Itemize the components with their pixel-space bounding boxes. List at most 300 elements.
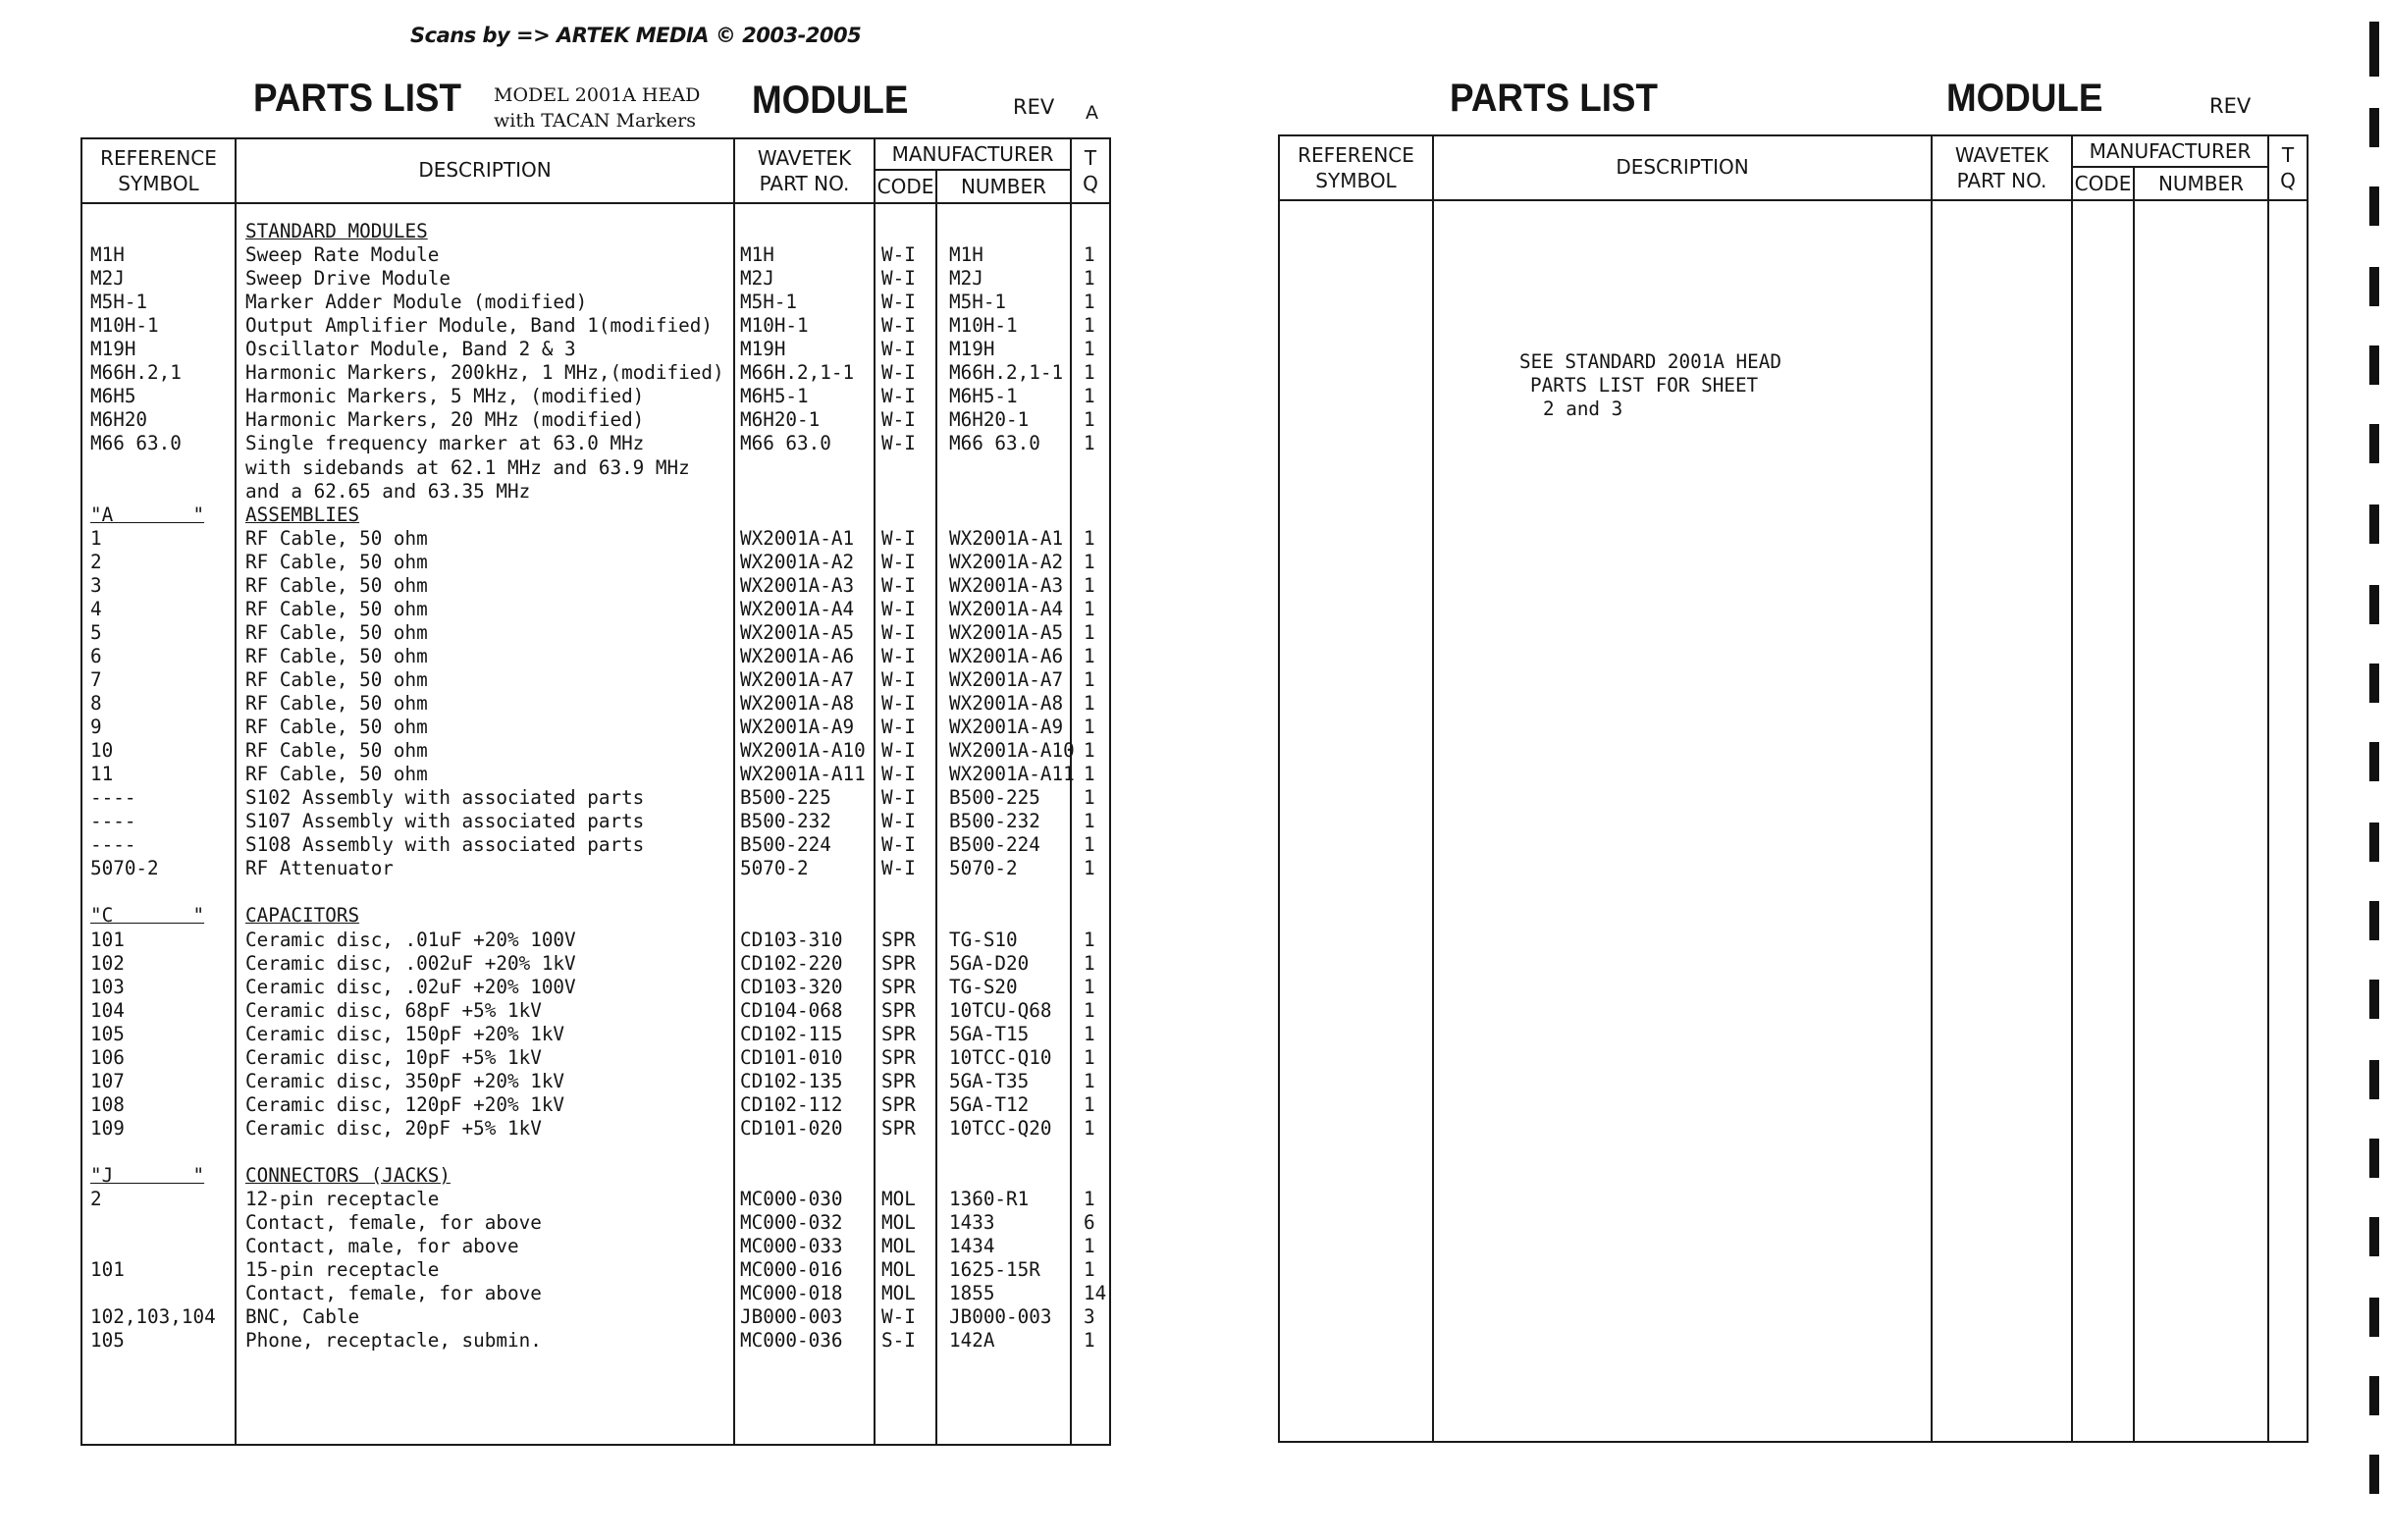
table-row	[82, 243, 1109, 267]
quantity-cell: 1	[1084, 857, 1095, 880]
ref-symbol-cell: 105	[90, 1022, 125, 1045]
ref-symbol-cell: M1H	[90, 243, 125, 267]
right-col-divider-4	[2133, 166, 2135, 1441]
description-cell: Ceramic disc, .01uF +20% 100V	[245, 928, 576, 951]
part-number-cell: M19H	[740, 338, 786, 361]
description-cell: Ceramic disc, 150pF +20% 1kV	[245, 1022, 565, 1045]
mfr-number-cell: WX2001A-A8	[949, 692, 1064, 715]
part-number-cell: CD102-112	[740, 1092, 843, 1116]
mfr-code-cell: W-I	[881, 314, 916, 338]
mfr-code-cell: SPR	[881, 998, 916, 1022]
description-cell: ASSEMBLIES	[245, 503, 360, 526]
ref-symbol-cell: 10	[90, 739, 114, 763]
table-row	[82, 1141, 1109, 1164]
right-rev-label: REV	[2209, 94, 2252, 118]
right-header-number: NUMBER	[2157, 172, 2245, 195]
description-cell: Single frequency marker at 63.0 MHz	[245, 432, 645, 455]
ref-symbol-cell: 4	[90, 597, 102, 620]
part-number-cell: WX2001A-A9	[740, 716, 855, 739]
ref-symbol-cell: M10H-1	[90, 314, 159, 338]
table-row	[82, 692, 1109, 716]
description-cell: Harmonic Markers, 5 MHz, (modified)	[245, 385, 645, 408]
description-cell: Phone, receptacle, submin.	[245, 1329, 542, 1353]
part-number-cell: M6H5-1	[740, 385, 809, 408]
description-cell: Sweep Drive Module	[245, 267, 451, 291]
quantity-cell: 1	[1084, 644, 1095, 667]
right-header-description: DESCRIPTION	[1616, 155, 1749, 179]
part-number-cell: CD102-220	[740, 951, 843, 975]
table-row	[82, 408, 1109, 432]
binder-mark	[2369, 108, 2379, 147]
table-row	[82, 574, 1109, 598]
mfr-number-cell: WX2001A-A10	[949, 739, 1075, 763]
mfr-code-cell: SPR	[881, 1022, 916, 1045]
table-row	[82, 456, 1109, 480]
ref-symbol-cell: 8	[90, 692, 102, 715]
mfr-code-cell: MOL	[881, 1211, 916, 1235]
description-cell: RF Cable, 50 ohm	[245, 763, 428, 786]
part-number-cell: M6H20-1	[740, 408, 821, 432]
table-row	[82, 763, 1109, 786]
right-note-line-3: 2 and 3	[1543, 398, 1623, 420]
part-number-cell: WX2001A-A2	[740, 550, 855, 573]
description-cell: Sweep Rate Module	[245, 243, 440, 267]
mfr-number-cell: 10TCC-Q10	[949, 1045, 1052, 1069]
mfr-code-cell: W-I	[881, 597, 916, 620]
description-cell: Ceramic disc, 120pF +20% 1kV	[245, 1092, 565, 1116]
description-cell: RF Cable, 50 ohm	[245, 644, 428, 667]
mfr-code-cell: MOL	[881, 1258, 916, 1282]
quantity-cell: 1	[1084, 243, 1095, 267]
table-row	[82, 668, 1109, 692]
ref-symbol-cell: "C "	[90, 904, 205, 928]
part-number-cell: CD101-010	[740, 1045, 843, 1069]
table-row	[82, 1258, 1109, 1282]
right-header-wavetek: WAVETEK PART NO.	[1954, 143, 2049, 192]
description-cell: STANDARD MODULES	[245, 220, 428, 242]
mfr-code-cell: W-I	[881, 692, 916, 715]
left-module-label: MODULE	[752, 79, 909, 122]
quantity-cell: 1	[1084, 1045, 1095, 1069]
mfr-number-cell: 5GA-D20	[949, 951, 1030, 975]
left-rev-label: REV	[1013, 95, 1055, 119]
ref-symbol-cell: ----	[90, 833, 136, 857]
quantity-cell: 1	[1084, 338, 1095, 361]
ref-symbol-cell: M5H-1	[90, 291, 148, 314]
quantity-cell: 1	[1084, 1258, 1095, 1282]
table-row	[82, 929, 1109, 952]
mfr-code-cell: W-I	[881, 338, 916, 361]
description-cell: Harmonic Markers, 20 MHz (modified)	[245, 408, 645, 432]
part-number-cell: B500-225	[740, 786, 831, 810]
section-header-row	[82, 504, 1109, 527]
part-number-cell: MC000-033	[740, 1235, 843, 1258]
mfr-number-cell: WX2001A-A7	[949, 667, 1064, 691]
binder-mark	[2369, 424, 2379, 463]
part-number-cell: 5070-2	[740, 857, 809, 880]
ref-symbol-cell: 2	[90, 550, 102, 573]
part-number-cell: WX2001A-A4	[740, 597, 855, 620]
table-row	[82, 880, 1109, 904]
mfr-number-cell: WX2001A-A5	[949, 620, 1064, 644]
right-header-manufacturer: MANUFACTURER	[2089, 139, 2252, 163]
quantity-cell: 1	[1084, 1188, 1095, 1211]
part-number-cell: CD102-135	[740, 1069, 843, 1092]
mfr-code-cell: W-I	[881, 833, 916, 857]
ref-symbol-cell: 2	[90, 1188, 102, 1211]
binder-mark	[2369, 1298, 2379, 1337]
right-col-divider-2	[1931, 136, 1933, 1441]
mfr-code-cell: W-I	[881, 620, 916, 644]
mfr-number-cell: 1855	[949, 1282, 995, 1305]
quantity-cell: 6	[1084, 1211, 1095, 1235]
section-header-row	[82, 220, 1109, 243]
description-cell: RF Cable, 50 ohm	[245, 739, 428, 763]
description-cell: RF Cable, 50 ohm	[245, 716, 428, 739]
table-row	[82, 976, 1109, 999]
part-number-cell: MC000-018	[740, 1282, 843, 1305]
mfr-code-cell: W-I	[881, 573, 916, 597]
part-number-cell: M66H.2,1-1	[740, 361, 855, 385]
right-col-divider-3	[2071, 136, 2073, 1441]
quantity-cell: 1	[1084, 291, 1095, 314]
mfr-code-cell: W-I	[881, 857, 916, 880]
ref-symbol-cell: 105	[90, 1329, 125, 1353]
right-header-code: CODE	[2074, 172, 2132, 195]
mfr-code-cell: W-I	[881, 786, 916, 810]
mfr-number-cell: JB000-003	[949, 1305, 1052, 1329]
ref-symbol-cell: 1	[90, 526, 102, 550]
description-cell: Contact, female, for above	[245, 1211, 542, 1235]
mfr-number-cell: 5GA-T15	[949, 1022, 1030, 1045]
mfr-number-cell: WX2001A-A9	[949, 716, 1064, 739]
binder-mark	[2369, 823, 2379, 862]
ref-symbol-cell: M19H	[90, 338, 136, 361]
part-number-cell: WX2001A-A8	[740, 692, 855, 715]
right-manufacturer-divider	[2071, 166, 2267, 168]
left-header-tq: T Q	[1083, 146, 1098, 195]
right-parts-table	[1278, 134, 2309, 1443]
quantity-cell: 1	[1084, 786, 1095, 810]
mfr-number-cell: WX2001A-A4	[949, 597, 1064, 620]
mfr-number-cell: WX2001A-A1	[949, 526, 1064, 550]
part-number-cell: WX2001A-A3	[740, 573, 855, 597]
table-row	[82, 267, 1109, 291]
ref-symbol-cell: 103	[90, 975, 125, 998]
part-number-cell: MC000-030	[740, 1188, 843, 1211]
description-cell: Ceramic disc, 20pF +5% 1kV	[245, 1116, 542, 1140]
mfr-number-cell: B500-224	[949, 833, 1040, 857]
quantity-cell: 1	[1084, 526, 1095, 550]
mfr-number-cell: WX2001A-A6	[949, 644, 1064, 667]
mfr-number-cell: 10TCC-Q20	[949, 1116, 1052, 1140]
part-number-cell: WX2001A-A7	[740, 667, 855, 691]
mfr-number-cell: M19H	[949, 338, 995, 361]
mfr-code-cell: W-I	[881, 408, 916, 432]
ref-symbol-cell: 108	[90, 1092, 125, 1116]
table-row	[82, 1282, 1109, 1305]
part-number-cell: WX2001A-A10	[740, 739, 866, 763]
ref-symbol-cell: 5070-2	[90, 857, 159, 880]
description-cell: Marker Adder Module (modified)	[245, 291, 588, 314]
binder-mark	[2369, 1139, 2379, 1178]
description-cell: S107 Assembly with associated parts	[245, 810, 645, 833]
part-number-cell: CD102-115	[740, 1022, 843, 1045]
ref-symbol-cell: 5	[90, 620, 102, 644]
quantity-cell: 1	[1084, 951, 1095, 975]
mfr-number-cell: M1H	[949, 243, 983, 267]
quantity-cell: 1	[1084, 1235, 1095, 1258]
table-row	[82, 480, 1109, 504]
mfr-number-cell: M2J	[949, 267, 983, 291]
table-row	[82, 1211, 1109, 1235]
table-row	[82, 1070, 1109, 1093]
ref-symbol-cell: 109	[90, 1116, 125, 1140]
mfr-number-cell: 5GA-T12	[949, 1092, 1030, 1116]
mfr-code-cell: W-I	[881, 291, 916, 314]
mfr-number-cell: B500-225	[949, 786, 1040, 810]
table-row	[82, 314, 1109, 338]
ref-symbol-cell: 6	[90, 644, 102, 667]
ref-symbol-cell: ----	[90, 810, 136, 833]
description-cell: CONNECTORS (JACKS)	[245, 1164, 451, 1187]
ref-symbol-cell: 3	[90, 573, 102, 597]
ref-symbol-cell: M2J	[90, 267, 125, 291]
binder-mark	[2369, 1455, 2379, 1494]
part-number-cell: M1H	[740, 243, 774, 267]
right-col-divider-1	[1432, 136, 1434, 1441]
mfr-code-cell: W-I	[881, 361, 916, 385]
table-row	[82, 810, 1109, 833]
description-cell: RF Cable, 50 ohm	[245, 526, 428, 550]
mfr-code-cell: S-I	[881, 1329, 916, 1353]
mfr-number-cell: 1433	[949, 1211, 995, 1235]
mfr-number-cell: 1434	[949, 1235, 995, 1258]
mfr-code-cell: SPR	[881, 951, 916, 975]
ref-symbol-cell: "J "	[90, 1164, 205, 1187]
mfr-code-cell: SPR	[881, 1045, 916, 1069]
description-cell: S102 Assembly with associated parts	[245, 786, 645, 810]
table-row	[82, 551, 1109, 574]
ref-symbol-cell: 101	[90, 1258, 125, 1282]
mfr-number-cell: 142A	[949, 1329, 995, 1353]
part-number-cell: CD103-310	[740, 928, 843, 951]
ref-symbol-cell: M6H20	[90, 408, 148, 432]
description-cell: CAPACITORS	[245, 904, 360, 928]
mfr-code-cell: W-I	[881, 550, 916, 573]
table-row	[82, 716, 1109, 739]
table-row	[82, 1046, 1109, 1070]
mfr-code-cell: SPR	[881, 1092, 916, 1116]
part-number-cell: M10H-1	[740, 314, 809, 338]
mfr-number-cell: M5H-1	[949, 291, 1007, 314]
ref-symbol-cell: M66H.2,1	[90, 361, 182, 385]
mfr-code-cell: W-I	[881, 739, 916, 763]
mfr-code-cell: MOL	[881, 1282, 916, 1305]
quantity-cell: 1	[1084, 385, 1095, 408]
table-row	[82, 1117, 1109, 1141]
mfr-number-cell: B500-232	[949, 810, 1040, 833]
part-number-cell: CD103-320	[740, 975, 843, 998]
mfr-code-cell: W-I	[881, 644, 916, 667]
quantity-cell: 1	[1084, 763, 1095, 786]
description-cell: Ceramic disc, .002uF +20% 1kV	[245, 951, 576, 975]
ref-symbol-cell: 102	[90, 951, 125, 975]
ref-symbol-cell: 107	[90, 1069, 125, 1092]
table-row	[82, 999, 1109, 1023]
binder-mark	[2369, 504, 2379, 544]
mfr-code-cell: W-I	[881, 526, 916, 550]
ref-symbol-cell: 11	[90, 763, 114, 786]
mfr-code-cell: SPR	[881, 1116, 916, 1140]
description-cell: RF Cable, 50 ohm	[245, 692, 428, 715]
table-row	[82, 598, 1109, 621]
left-page-title: PARTS LIST	[253, 77, 461, 120]
part-number-cell: MC000-016	[740, 1258, 843, 1282]
right-col-divider-5	[2267, 136, 2269, 1441]
table-row	[82, 527, 1109, 551]
ref-symbol-cell: 106	[90, 1045, 125, 1069]
left-rev-value: A	[1086, 102, 1098, 124]
ref-symbol-cell: 9	[90, 716, 102, 739]
quantity-cell: 1	[1084, 267, 1095, 291]
quantity-cell: 1	[1084, 408, 1095, 432]
mfr-number-cell: TG-S10	[949, 928, 1018, 951]
mfr-number-cell: M6H20-1	[949, 408, 1030, 432]
mfr-number-cell: 10TCU-Q68	[949, 998, 1052, 1022]
description-cell: with sidebands at 62.1 MHz and 63.9 MHz	[245, 455, 690, 479]
ref-symbol-cell: "A "	[90, 503, 205, 526]
quantity-cell: 1	[1084, 692, 1095, 715]
binder-mark	[2369, 186, 2379, 226]
description-cell: Ceramic disc, 68pF +5% 1kV	[245, 998, 542, 1022]
mfr-number-cell: WX2001A-A2	[949, 550, 1064, 573]
left-header-reference: REFERENCE SYMBOL	[100, 146, 217, 195]
quantity-cell: 14	[1084, 1282, 1107, 1305]
quantity-cell: 1	[1084, 314, 1095, 338]
description-cell: Ceramic disc, .02uF +20% 100V	[245, 975, 576, 998]
part-number-cell: JB000-003	[740, 1305, 843, 1329]
quantity-cell: 1	[1084, 810, 1095, 833]
description-cell: RF Cable, 50 ohm	[245, 667, 428, 691]
table-row	[82, 291, 1109, 314]
part-number-cell: WX2001A-A6	[740, 644, 855, 667]
table-row	[82, 857, 1109, 880]
part-number-cell: MC000-036	[740, 1329, 843, 1353]
ref-symbol-cell: 101	[90, 928, 125, 951]
description-cell: BNC, Cable	[245, 1305, 360, 1329]
binder-mark	[2369, 345, 2379, 385]
quantity-cell: 1	[1084, 833, 1095, 857]
table-row	[82, 361, 1109, 385]
table-row	[82, 952, 1109, 976]
mfr-code-cell: SPR	[881, 975, 916, 998]
right-module-label: MODULE	[1946, 77, 2103, 120]
quantity-cell: 1	[1084, 550, 1095, 573]
description-cell: Ceramic disc, 350pF +20% 1kV	[245, 1069, 565, 1092]
description-cell: RF Cable, 50 ohm	[245, 550, 428, 573]
mfr-code-cell: W-I	[881, 1305, 916, 1329]
mfr-code-cell: W-I	[881, 432, 916, 455]
description-cell: Contact, male, for above	[245, 1235, 519, 1258]
table-row	[82, 432, 1109, 455]
left-parts-table	[80, 137, 1111, 1446]
right-page-title: PARTS LIST	[1450, 77, 1658, 120]
part-number-cell: WX2001A-A5	[740, 620, 855, 644]
description-cell: RF Cable, 50 ohm	[245, 620, 428, 644]
mfr-code-cell: SPR	[881, 1069, 916, 1092]
quantity-cell: 1	[1084, 975, 1095, 998]
mfr-number-cell: M6H5-1	[949, 385, 1018, 408]
section-header-row	[82, 1164, 1109, 1188]
table-row	[82, 786, 1109, 810]
description-cell: and a 62.65 and 63.35 MHz	[245, 479, 531, 503]
table-row	[82, 385, 1109, 408]
mfr-code-cell: MOL	[881, 1235, 916, 1258]
part-number-cell: M66 63.0	[740, 432, 831, 455]
binder-mark	[2369, 901, 2379, 940]
part-number-cell: B500-232	[740, 810, 831, 833]
ref-symbol-cell: 102,103,104	[90, 1305, 216, 1329]
mfr-code-cell: W-I	[881, 267, 916, 291]
part-number-cell: MC000-032	[740, 1211, 843, 1235]
mfr-number-cell: 5GA-T35	[949, 1069, 1030, 1092]
mfr-code-cell: W-I	[881, 385, 916, 408]
mfr-code-cell: W-I	[881, 243, 916, 267]
right-note-line-1: SEE STANDARD 2001A HEAD	[1519, 350, 1781, 373]
binder-mark	[2369, 664, 2379, 703]
scan-credit: Scans by => ARTEK MEDIA © 2003-2005	[410, 24, 862, 47]
ref-symbol-cell: M66 63.0	[90, 432, 182, 455]
part-number-cell: CD101-020	[740, 1116, 843, 1140]
table-row	[82, 1329, 1109, 1353]
binder-mark	[2369, 585, 2379, 624]
description-cell: RF Attenuator	[245, 857, 394, 880]
mfr-code-cell: W-I	[881, 716, 916, 739]
mfr-code-cell: MOL	[881, 1188, 916, 1211]
table-row	[82, 1305, 1109, 1329]
quantity-cell: 1	[1084, 1069, 1095, 1092]
table-row	[82, 645, 1109, 668]
right-header-reference: REFERENCE SYMBOL	[1298, 143, 1414, 192]
mfr-code-cell: W-I	[881, 667, 916, 691]
table-row	[82, 1235, 1109, 1258]
quantity-cell: 1	[1084, 432, 1095, 455]
part-number-cell: M5H-1	[740, 291, 798, 314]
mfr-number-cell: M66 63.0	[949, 432, 1040, 455]
table-row	[82, 621, 1109, 645]
table-row	[82, 739, 1109, 763]
binder-mark	[2369, 267, 2379, 306]
left-model-line-1: MODEL 2001A HEAD	[494, 84, 701, 106]
part-number-cell: WX2001A-A1	[740, 526, 855, 550]
description-cell: Harmonic Markers, 200kHz, 1 MHz,(modified)	[245, 361, 724, 385]
part-number-cell: M2J	[740, 267, 774, 291]
quantity-cell: 1	[1084, 1116, 1095, 1140]
quantity-cell: 1	[1084, 1092, 1095, 1116]
quantity-cell: 1	[1084, 573, 1095, 597]
mfr-code-cell: SPR	[881, 928, 916, 951]
binder-mark	[2369, 22, 2379, 77]
table-row	[82, 833, 1109, 857]
quantity-cell: 1	[1084, 361, 1095, 385]
description-cell: Ceramic disc, 10pF +5% 1kV	[245, 1045, 542, 1069]
part-number-cell: CD104-068	[740, 998, 843, 1022]
mfr-number-cell: M66H.2,1-1	[949, 361, 1064, 385]
table-row	[82, 1023, 1109, 1046]
mfr-number-cell: 1625-15R	[949, 1258, 1040, 1282]
binder-mark	[2369, 1217, 2379, 1256]
